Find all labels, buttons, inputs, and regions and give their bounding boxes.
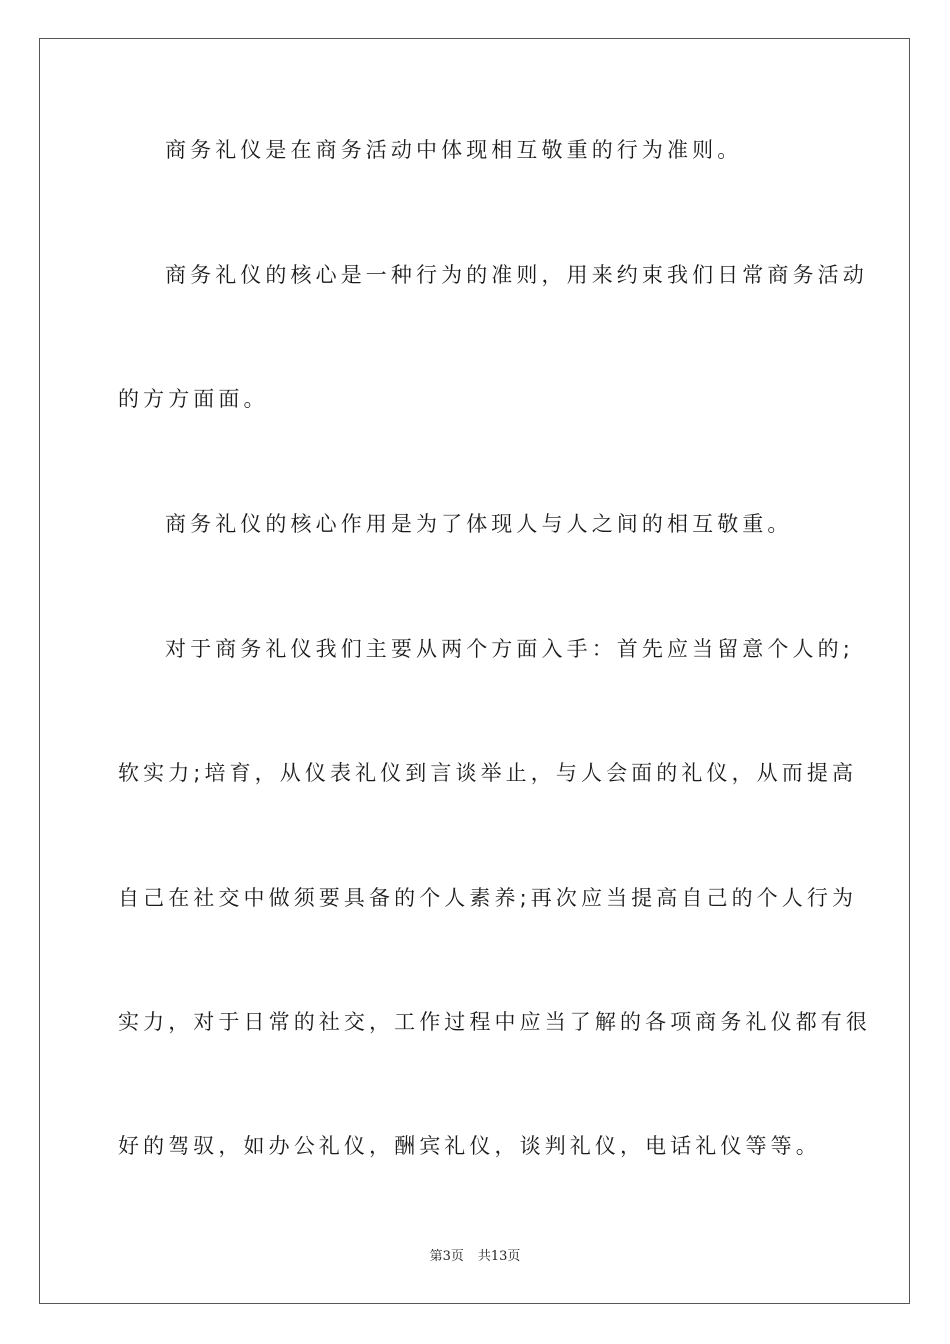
paragraph-2-line-1: 商务礼仪的核心是一种行为的准则，用来约束我们日常商务活动 bbox=[165, 263, 868, 287]
paragraph-4-line-3: 自己在社交中做须要具备的个人素养;再次应当提高自己的个人行为 bbox=[118, 886, 858, 910]
paragraph-4-line-4: 实力，对于日常的社交，工作过程中应当了解的各项商务礼仪都有很 bbox=[118, 1010, 871, 1034]
page-number-current: 第3页 bbox=[429, 1249, 464, 1264]
page-border bbox=[39, 38, 910, 1304]
paragraph-4-line-2: 软实力;培育，从仪表礼仪到言谈举止，与人会面的礼仪，从而提高 bbox=[118, 761, 858, 785]
paragraph-3-line-1: 商务礼仪的核心作用是为了体现人与人之间的相互敬重。 bbox=[165, 512, 793, 536]
page-footer bbox=[0, 1248, 950, 1266]
paragraph-1-line-1: 商务礼仪是在商务活动中体现相互敬重的行为准则。 bbox=[165, 138, 743, 162]
paragraph-4-line-5: 好的驾驭，如办公礼仪，酬宾礼仪，谈判礼仪，电话礼仪等等。 bbox=[118, 1134, 821, 1158]
page-number-total: 共13页 bbox=[477, 1249, 521, 1264]
paragraph-4-line-1: 对于商务礼仪我们主要从两个方面入手：首先应当留意个人的; bbox=[165, 637, 854, 661]
paragraph-2-line-2: 的方方面面。 bbox=[118, 387, 269, 411]
